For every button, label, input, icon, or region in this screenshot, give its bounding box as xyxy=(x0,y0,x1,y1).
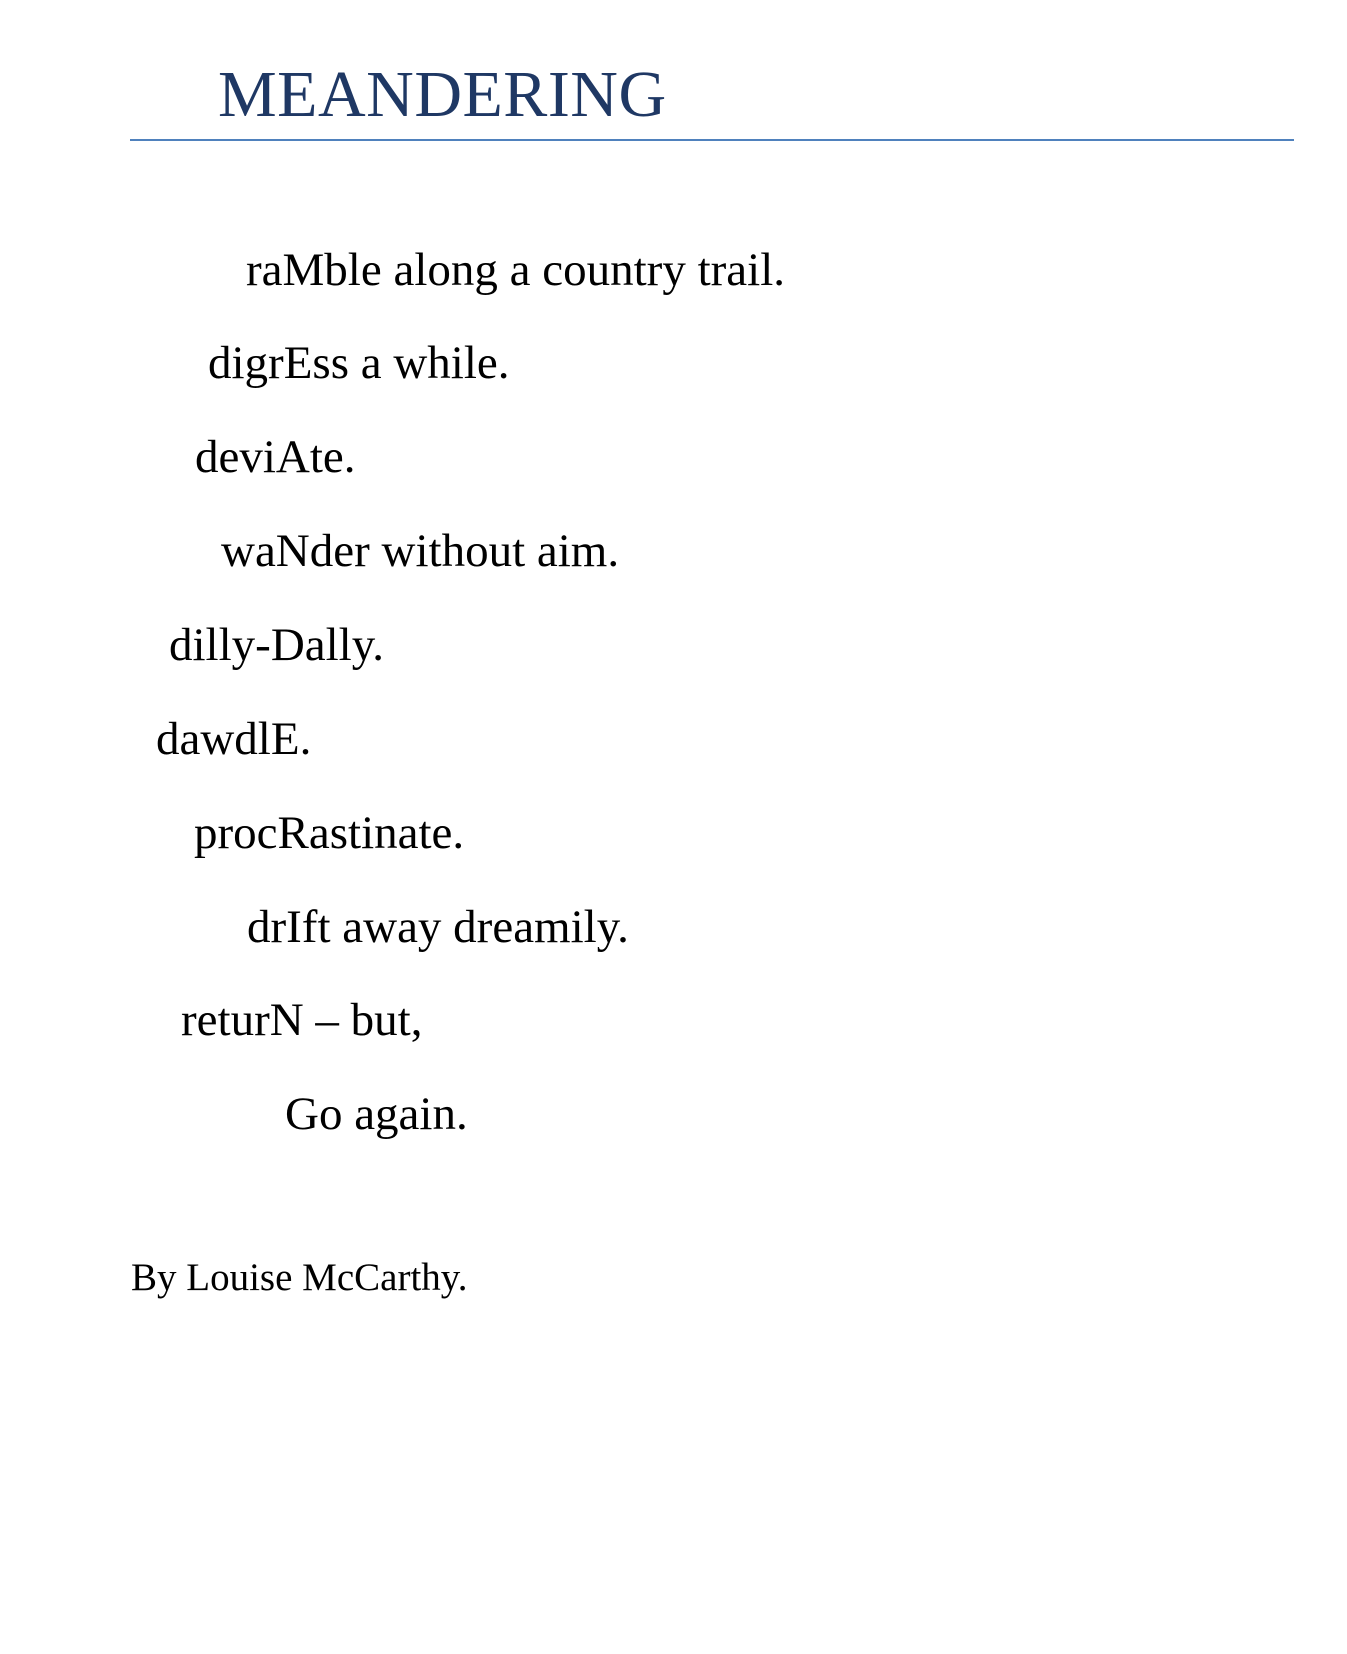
poem-line: raMble along a country trail. xyxy=(246,244,786,296)
author-byline: By Louise McCarthy. xyxy=(131,1256,468,1299)
poem-title: MEANDERING xyxy=(218,58,667,131)
poem-line: drIft away dreamily. xyxy=(247,901,629,953)
poem-line: dawdlE. xyxy=(156,713,312,765)
title-divider xyxy=(130,139,1294,141)
poem-line: waNder without aim. xyxy=(221,525,620,577)
poem-line: procRastinate. xyxy=(194,807,465,859)
poem-line: deviAte. xyxy=(195,431,356,483)
poem-line: Go again. xyxy=(285,1088,468,1140)
poem-line: returN – but, xyxy=(181,994,423,1046)
poem-line: dilly-Dally. xyxy=(169,619,384,671)
poem-line: digrEss a while. xyxy=(208,337,510,389)
